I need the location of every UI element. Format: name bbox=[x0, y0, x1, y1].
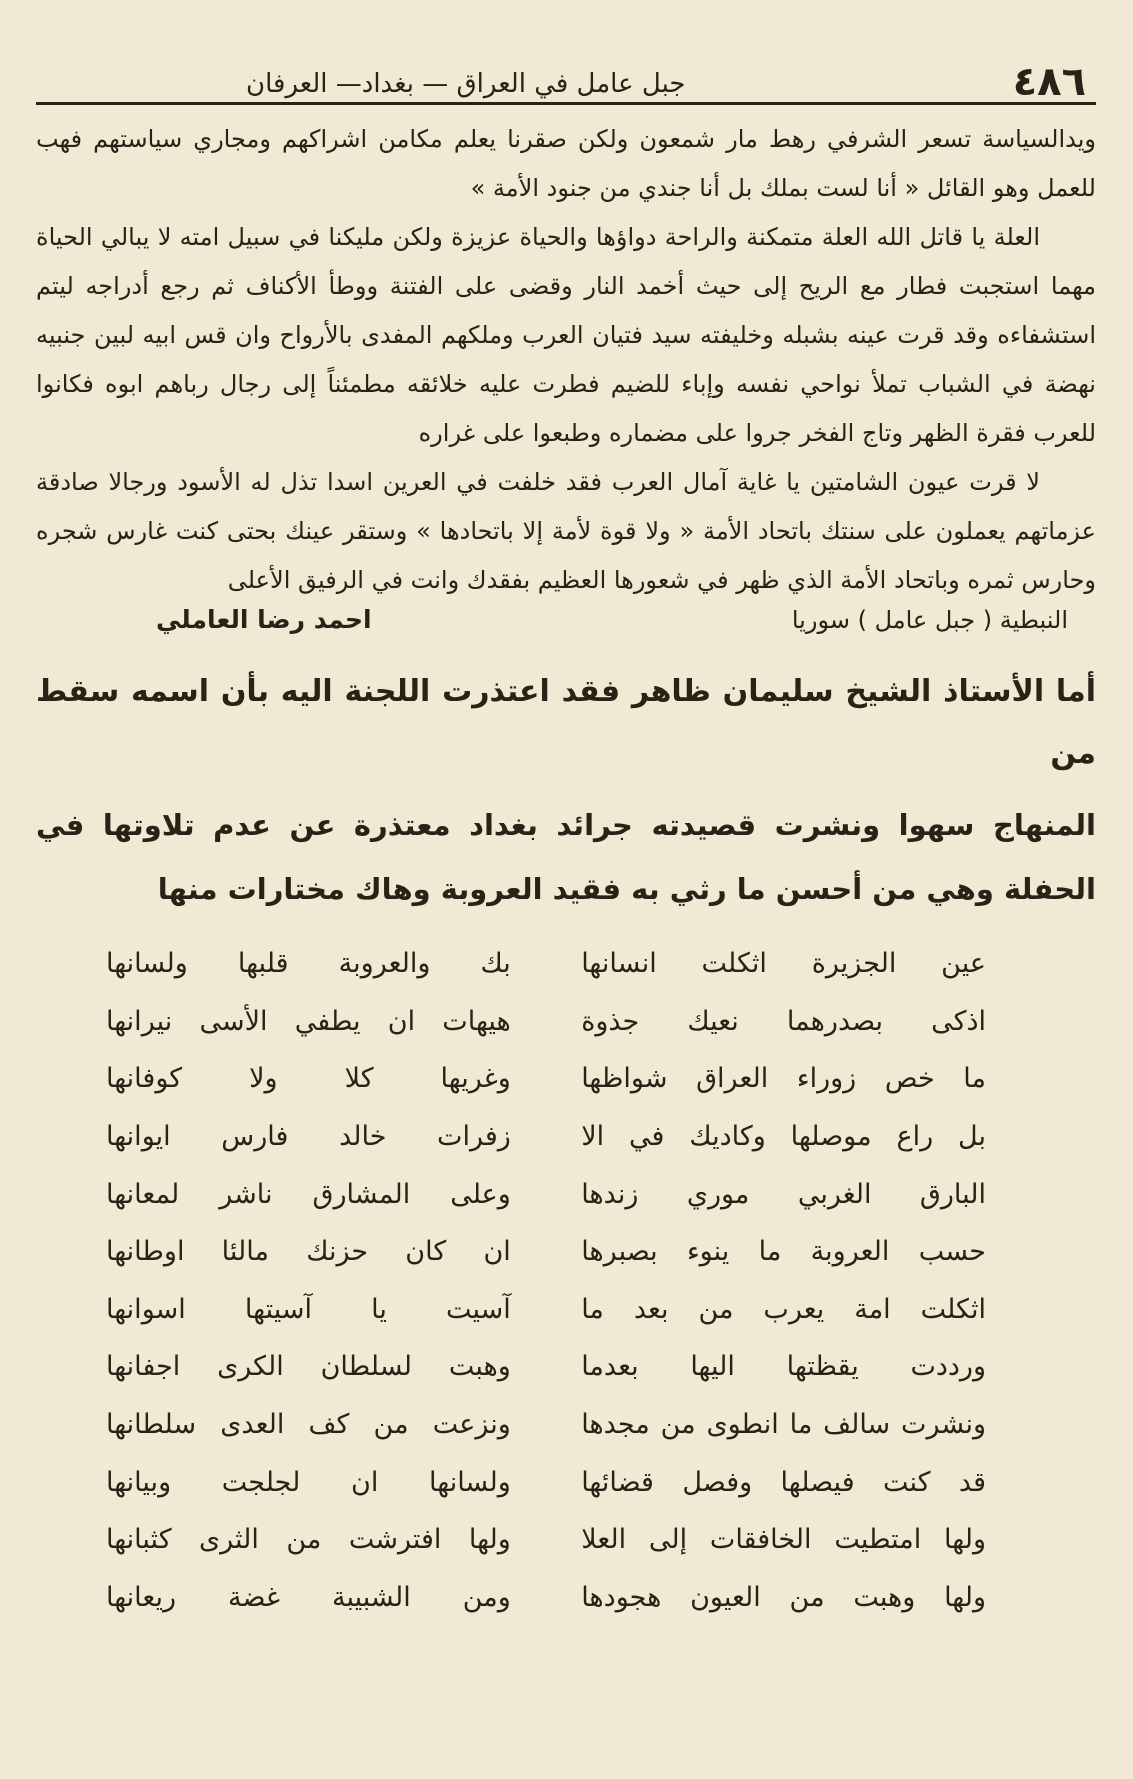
book-page bbox=[36, 56, 1096, 1626]
first-hemistich: اثكلت امة يعرب من بعد ما bbox=[581, 1293, 986, 1325]
poem-verse bbox=[106, 1453, 986, 1511]
signature-place: النبطية ( جبل عامل ) سوريا bbox=[791, 606, 1068, 634]
second-hemistich: وغريها كلا ولا كوفانها bbox=[106, 1063, 511, 1095]
paragraph: لا قرت عيون الشامتين يا غاية آمال العرب فقد خلفت في العرين اسدا تذل له الأسود ورجالا صادقة عزماتهم يعملون على سنتك باتحاد الأمة « ولا قوة لأمة إلا باتحادها » وستقر عينك بحتى كنت غارس شجره وحارس ثمره وباتحاد الأمة الذي ظهر في شعورها العظيم بفقدك وانت في الرفيق الأعلى bbox=[36, 468, 1096, 594]
first-hemistich: ولها امتطيت الخافقات إلى العلا bbox=[581, 1524, 986, 1556]
second-hemistich: ان كان حزنك مالئا اوطانها bbox=[106, 1236, 511, 1268]
signature-author: احمد رضا العاملي bbox=[156, 605, 372, 634]
second-hemistich: ولها افترشت من الثرى كثبانها bbox=[106, 1524, 511, 1556]
second-hemistich: هيهات ان يطفي الأسى نيرانها bbox=[106, 1005, 511, 1037]
notice-heading: أما الأستاذ الشيخ سليمان ظاهر فقد اعتذرت اللجنة اليه بأن اسمه سقط من bbox=[36, 674, 1096, 771]
notice-text: المنهاج سهوا ونشرت قصيدته جرائد بغداد معتذرة عن عدم تلاوتها في الحفلة وهي من أحسن ما رثي به فقيد العروبة وهاك مختارات منها bbox=[36, 808, 1096, 906]
second-hemistich: بك والعروبة قلبها ولسانها bbox=[106, 948, 511, 980]
poem-verse bbox=[106, 1281, 986, 1339]
first-hemistich: حسب العروبة ما ينوء بصبرها bbox=[581, 1236, 986, 1268]
second-hemistich: زفرات خالد فارس ايوانها bbox=[106, 1121, 511, 1153]
first-hemistich: ونشرت سالف ما انطوى من مجدها bbox=[581, 1409, 986, 1441]
poem-verse bbox=[106, 993, 986, 1051]
second-hemistich: وعلى المشارق ناشر لمعانها bbox=[106, 1178, 511, 1210]
second-hemistich: ومن الشبيبة غضة ريعانها bbox=[106, 1581, 511, 1613]
first-hemistich: اذكى بصدرهما نعيك جذوة bbox=[581, 1005, 986, 1037]
first-hemistich: البارق الغربي موري زندها bbox=[581, 1178, 986, 1210]
first-hemistich: بل راع موصلها وكاديك في الا bbox=[581, 1121, 986, 1153]
poem-verse bbox=[106, 935, 986, 993]
running-title: جبل عامل في العراق — بغداد— العرفان bbox=[246, 69, 686, 100]
poem-verse bbox=[106, 1223, 986, 1281]
signature-line bbox=[76, 605, 1088, 653]
poem-verse bbox=[106, 1108, 986, 1166]
second-hemistich: ونزعت من كف العدى سلطانها bbox=[106, 1409, 511, 1441]
poem-verse bbox=[106, 1165, 986, 1223]
first-hemistich: ما خص زوراء العراق شواظها bbox=[581, 1063, 986, 1095]
poem-verse bbox=[106, 1050, 986, 1108]
paragraph: العلة يا قاتل الله العلة متمكنة والراحة دواؤها والحياة عزيزة ولكن مليكنا في سبيل امته لا يبالي الحياة مهما استجبت فطار مع الريح إلى حيث أخمد النار وقضى على الفتنة ووطأ الأكناف ثم رجع أدراجه ليتم استشفاءه وقد قرت عينه بشبله وخليفته سيد فتيان العرب وملكهم المفدى بالأرواح وان قس ابيه لبين جنبيه نهضة في الشباب تملأ نواحي نفسه وإباء للضيم فطرت عليه خلائقه مطمئناً إلى رجال رباهم ابوه فكانوا للعرب فقرة الظهر وتاج الفخر جروا على مضماره وطبعوا على غراره bbox=[36, 223, 1096, 447]
poem-verse bbox=[106, 1338, 986, 1396]
page-number: ٤٨٦ bbox=[1012, 59, 1086, 105]
poem-verse bbox=[106, 1511, 986, 1569]
first-hemistich: عين الجزيرة اثكلت انسانها bbox=[581, 948, 986, 980]
poem-verse bbox=[106, 1569, 986, 1627]
poem bbox=[36, 935, 1096, 1626]
first-hemistich: قد كنت فيصلها وفصل قضائها bbox=[581, 1466, 986, 1498]
article-body bbox=[36, 115, 1096, 921]
second-hemistich: ولسانها ان لجلجت وبيانها bbox=[106, 1466, 511, 1498]
second-hemistich: وهبت لسلطان الكرى اجفانها bbox=[106, 1351, 511, 1383]
first-hemistich: ولها وهبت من العيون هجودها bbox=[581, 1581, 986, 1613]
page-header bbox=[36, 56, 1096, 105]
second-hemistich: آسيت يا آسيتها اسوانها bbox=[106, 1293, 511, 1325]
poem-verse bbox=[106, 1396, 986, 1454]
first-hemistich: ورددت يقظتها اليها بعدما bbox=[581, 1351, 986, 1383]
paragraph: ويدالسياسة تسعر الشرفي رهط مار شمعون ولكن صقرنا يعلم مكامن اشراكهم ومجاري سياستهم فهب للعمل وهو القائل « أنا لست بملك بل أنا جندي من جنود الأمة » bbox=[36, 125, 1096, 202]
